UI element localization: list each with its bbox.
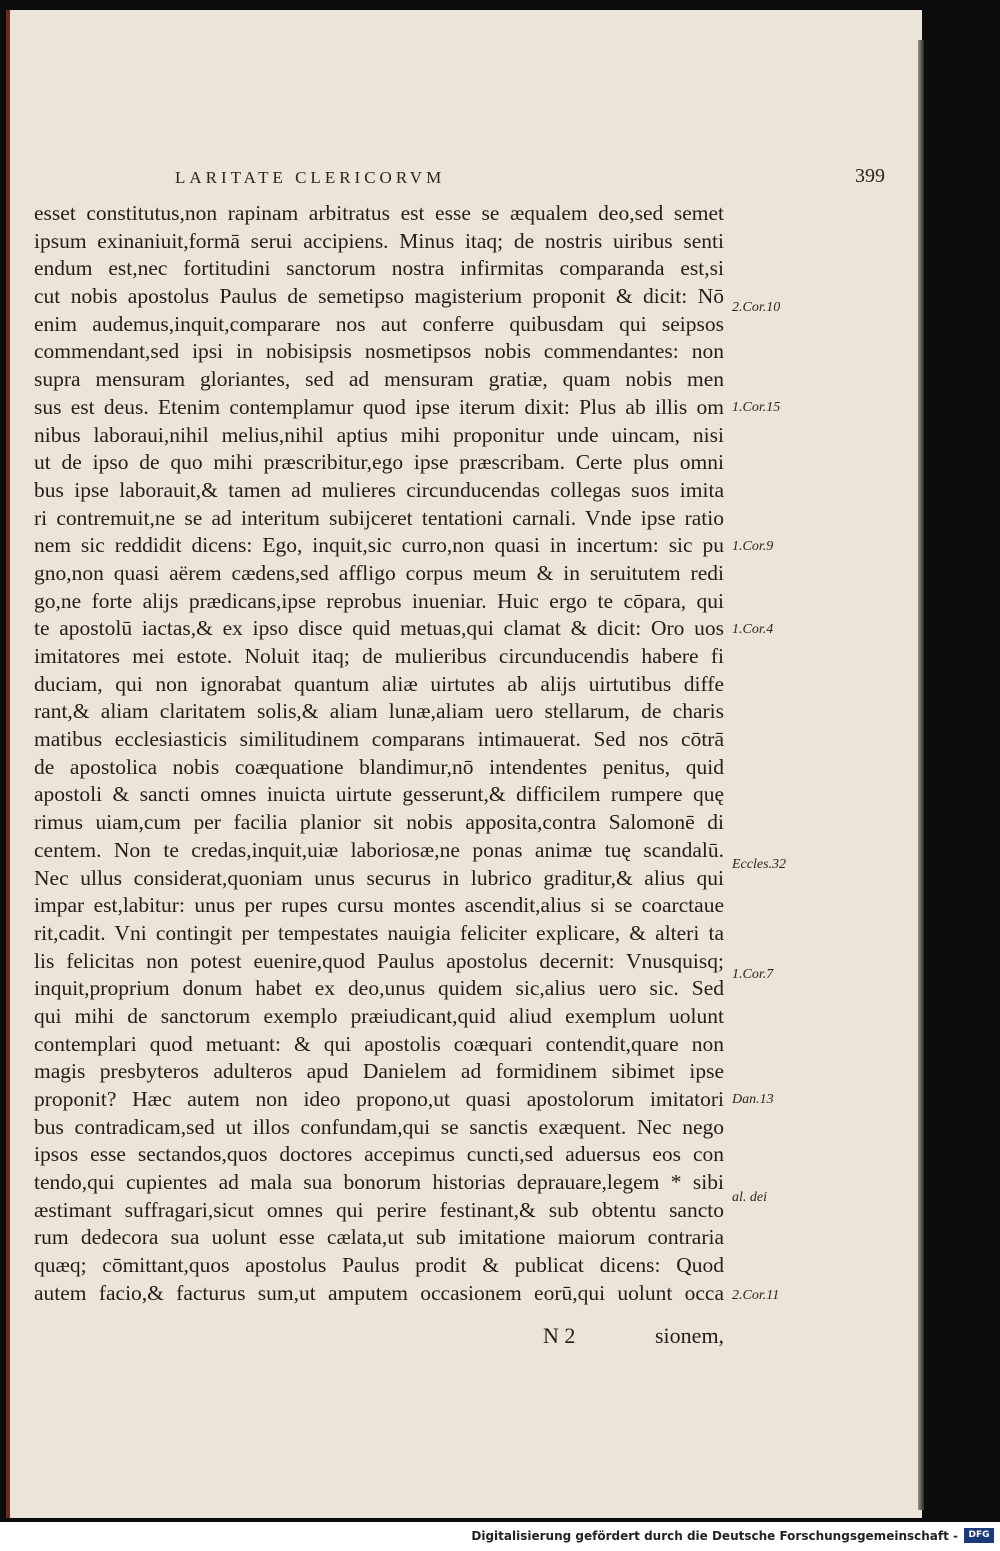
text-line: tendo,qui cupientes ad mala sua bonorum historias deprauare,legem * sibi — [34, 1170, 724, 1195]
text-line: ut de ipso de quo mihi præscribitur,ego ipse præscribam. Certe plus omni — [34, 450, 724, 475]
text-line: rum dedecora sua uolunt esse cælata,ut sub imitatione maiorum contraria — [34, 1225, 724, 1250]
text-line: æstimant suffragari,sicut omnes qui perire festinant,& sub obtentu sancto — [34, 1197, 724, 1222]
text-line: inquit,proprium donum habet ex deo,unus quidem sic,alius uero sic. Sed — [34, 976, 724, 1001]
text-line: Nec ullus considerat,quoniam unus securus in lubrico graditur,& alius qui — [34, 865, 724, 890]
text-line: de apostolica nobis coæquatione blandimur,nō intendentes penitus, quid — [34, 754, 724, 779]
text-line: go,ne forte alijs prædicans,ipse reprobus inueniar. Huic ergo te cōpara, qui — [34, 588, 724, 613]
footer-bar — [0, 1522, 1000, 1551]
margin-note: 1.Cor.7 — [732, 967, 774, 982]
text-line: contemplari quod metuant: & qui apostolis coæquari contendit,quare non — [34, 1031, 724, 1056]
text-line: nem sic reddidit dicens: Ego, inquit,sic curro,non quasi in incertum: sic pu — [34, 533, 724, 558]
text-line: sus est deus. Etenim contemplamur quod ipse iterum dixit: Plus ab illis om — [34, 394, 724, 419]
text-line: gno,non quasi aërem cædens,sed affligo corpus meum & in seruitutem redi — [34, 560, 724, 585]
text-line: te apostolū iactas,& ex ipso disce quid metuas,qui clamat & dicit: Oro uos — [34, 616, 724, 641]
margin-note: al. dei — [732, 1190, 767, 1205]
text-line: nibus laboraui,nihil melius,nihil aptius mihi proponitur unde uincam, nisi — [34, 422, 724, 447]
text-line: magis presbyteros adulteros apud Danielem ad formidinem sibimet ipse — [34, 1059, 724, 1084]
text-line: esset constitutus,non rapinam arbitratus est esse se æqualem deo,sed semet — [34, 201, 724, 225]
body-text — [34, 200, 724, 1308]
text-line: imitatores mei estote. Noluit itaq; de mulieribus circunducendis habere fi — [34, 644, 724, 668]
margin-note: Eccles.32 — [732, 857, 787, 872]
text-line: proponit? Hæc autem non ideo propono,ut quasi apostolorum imitatori — [34, 1087, 724, 1111]
page-number: 399 — [855, 165, 885, 187]
text-line: bus contradicam,sed ut illos confundam,qui se sanctis exæquent. Nec nego — [34, 1114, 724, 1139]
margin-note: 1.Cor.9 — [732, 539, 774, 554]
footer-credit: Digitalisierung gefördert durch die Deutsche Forschungsgemeinschaft - — [471, 1529, 958, 1543]
text-line: lis felicitas non potest euenire,quod Paulus apostolus decernit: Vnusquisq; — [34, 948, 724, 973]
text-line: commendant,sed ipsi in nobisipsis nosmetipsos nobis commendantes: non — [34, 339, 724, 364]
text-line: endum est,nec fortitudini sanctorum nostra infirmitas comparanda est,si — [34, 256, 724, 281]
text-line: rant,& aliam claritatem solis,& aliam lunæ,aliam uero stellarum, de charis — [34, 699, 724, 724]
text-line: impar est,labitur: unus per rupes cursu montes ascendit,alius si se coarctaue — [34, 893, 724, 918]
signature-mark: N 2 — [543, 1323, 576, 1348]
margin-note: 1.Cor.15 — [732, 400, 781, 415]
text-line: autem facio,& facturus sum,ut amputem occasionem eorū,qui uolunt occa — [34, 1280, 724, 1305]
text-line: bus ipse laborauit,& tamen ad mulieres circunducendas collegas suos imita — [34, 477, 724, 502]
text-line: matibus ecclesiasticis similitudinem comparans intimauerat. Sed nos cōtrā — [34, 727, 724, 752]
text-line: duciam, qui non ignorabat quantum aliæ uirtutes ab alijs uirtutibus diffe — [34, 671, 724, 696]
text-line: enim audemus,inquit,comparare nos aut conferre quibusdam qui seipsos — [34, 311, 724, 336]
text-line: rit,cadit. Vni contingit per tempestates nauigia feliciter explicare, & alteri ta — [34, 920, 724, 945]
margin-note: 2.Cor.10 — [732, 300, 781, 315]
text-line: rimus uiam,cum per facilia planior sit nobis apposita,contra Salomonē di — [34, 810, 724, 835]
text-line: quæq; cōmittant,quos apostolus Paulus prodit & publicat dicens: Quod — [34, 1253, 724, 1278]
margin-note: Dan.13 — [732, 1092, 774, 1107]
page-edge — [918, 40, 924, 1510]
text-line: ri contremuit,ne se ad interitum subijceret tentationi carnali. Vnde ipse ratio — [34, 505, 724, 530]
text-line: ipsum exinaniuit,formā serui accipiens. Minus itaq; de nostris uiribus senti — [34, 228, 724, 253]
margin-note: 2.Cor.11 — [732, 1288, 780, 1303]
text-line: ipsos esse sectandos,quos doctores accepimus cuncti,sed aduersus eos con — [34, 1142, 724, 1167]
text-line: qui mihi de sanctorum exemplo præiudicant,quid aliud exemplum uolunt — [34, 1003, 724, 1028]
text-line: centem. Non te credas,inquit,uiæ laboriosæ,ne ponas animæ tuę scandalū. — [34, 837, 724, 862]
catchword: sionem, — [655, 1323, 725, 1348]
running-head: LARITATE CLERICORVM — [175, 168, 446, 187]
dfg-logo: DFG — [964, 1528, 994, 1543]
text-line: cut nobis apostolus Paulus de semetipso magisterium proponit & dicit: Nō — [34, 284, 724, 309]
margin-note: 1.Cor.4 — [732, 622, 774, 637]
text-line: apostoli & sancti omnes inuicta uirtute gesserunt,& difficilem rumpere quę — [34, 782, 724, 807]
text-line: supra mensuram gloriantes, sed ad mensuram gratiæ, quam nobis men — [34, 367, 724, 392]
